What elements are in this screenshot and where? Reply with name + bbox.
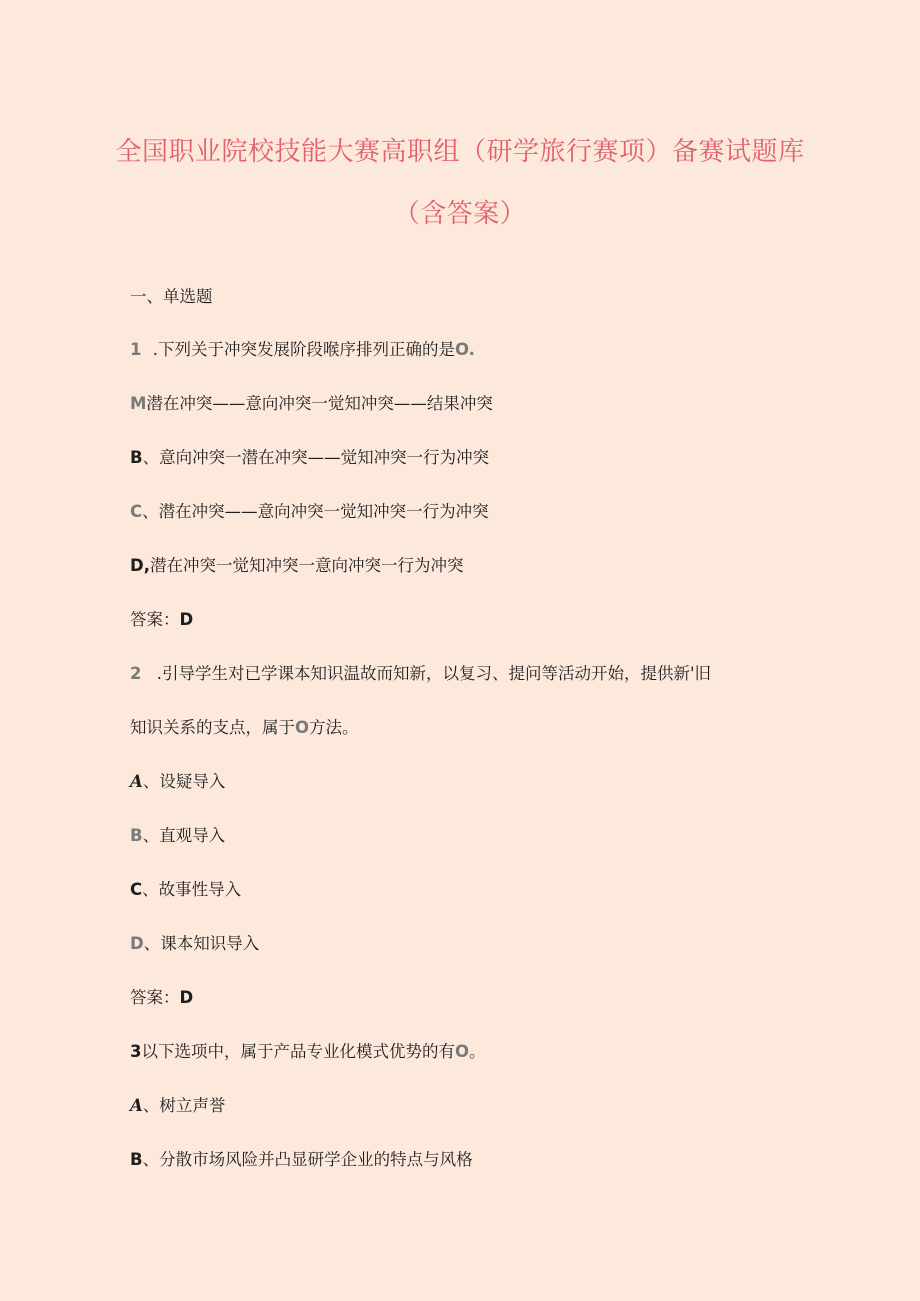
option-prefix: C <box>130 502 143 521</box>
option-b <box>130 825 225 847</box>
option-text: 、潜在冲突——意向冲突一觉知冲突一行为冲突 <box>142 502 489 521</box>
question-3 <box>130 1041 486 1063</box>
section-heading: 一、单选题 <box>130 287 213 306</box>
option-prefix: D, <box>130 556 150 575</box>
option-prefix: C <box>130 880 143 899</box>
option-text: 潜在冲突一觉知冲突一意向冲突一行为冲突 <box>149 556 464 575</box>
option-prefix: B <box>130 448 143 467</box>
option-text: 、直观导入 <box>142 826 226 845</box>
question-2-continued <box>130 717 359 739</box>
question-2 <box>130 663 711 685</box>
option-a <box>130 393 493 415</box>
option-prefix: M <box>130 394 147 413</box>
option-c <box>130 879 241 901</box>
answer-2 <box>130 987 193 1009</box>
answer-label: 答案： <box>130 610 180 629</box>
document-subtitle: （含答案） <box>393 199 527 229</box>
option-prefix: A <box>130 1096 143 1115</box>
document-title: 全国职业院校技能大赛高职组（研学旅行赛项）备赛试题库 <box>115 137 805 167</box>
option-c <box>130 501 489 523</box>
question-number: 1 <box>130 340 142 359</box>
blank-marker: O <box>295 718 310 737</box>
option-text: 、课本知识导入 <box>143 934 260 953</box>
option-text: 、设疑导入 <box>142 772 226 791</box>
question-1 <box>130 339 475 361</box>
option-text: 潜在冲突——意向冲突一觉知冲突——结果冲突 <box>146 394 493 413</box>
answer-value: D <box>179 610 194 629</box>
option-d <box>130 555 463 577</box>
question-text-end: 。 <box>469 1042 486 1061</box>
option-prefix: D <box>130 934 144 953</box>
option-d <box>130 933 259 955</box>
option-a <box>130 771 225 793</box>
option-prefix: B <box>130 826 143 845</box>
question-text-end: 方法。 <box>309 718 359 737</box>
option-text: 、故事性导入 <box>142 880 242 899</box>
option-b <box>130 1149 473 1171</box>
question-number: 2 <box>130 664 142 683</box>
blank-marker: O <box>454 1042 470 1061</box>
option-text: 、树立声誉 <box>142 1096 226 1115</box>
option-b <box>130 447 489 469</box>
question-text: 以下选项中，属于产品专业化模式优势的有 <box>141 1042 455 1061</box>
question-text: 知识关系的支点，属于 <box>130 718 295 737</box>
question-text: .引导学生对已学课本知识温故而知新，以复习、提问等活动开始，提供新'旧 <box>156 664 712 683</box>
blank-marker: O. <box>454 340 475 359</box>
question-number: 3 <box>130 1042 142 1061</box>
option-prefix: A <box>130 772 143 791</box>
question-text: .下列关于冲突发展阶段喉序排列正确的是 <box>152 340 455 359</box>
answer-1 <box>130 609 193 631</box>
answer-label: 答案： <box>130 988 180 1007</box>
answer-value: D <box>179 988 194 1007</box>
option-text: 、分散市场风险并凸显研学企业的特点与风格 <box>142 1150 473 1169</box>
option-prefix: B <box>130 1150 143 1169</box>
option-text: 、意向冲突一潜在冲突——觉知冲突一行为冲突 <box>142 448 490 467</box>
option-a <box>130 1095 225 1117</box>
